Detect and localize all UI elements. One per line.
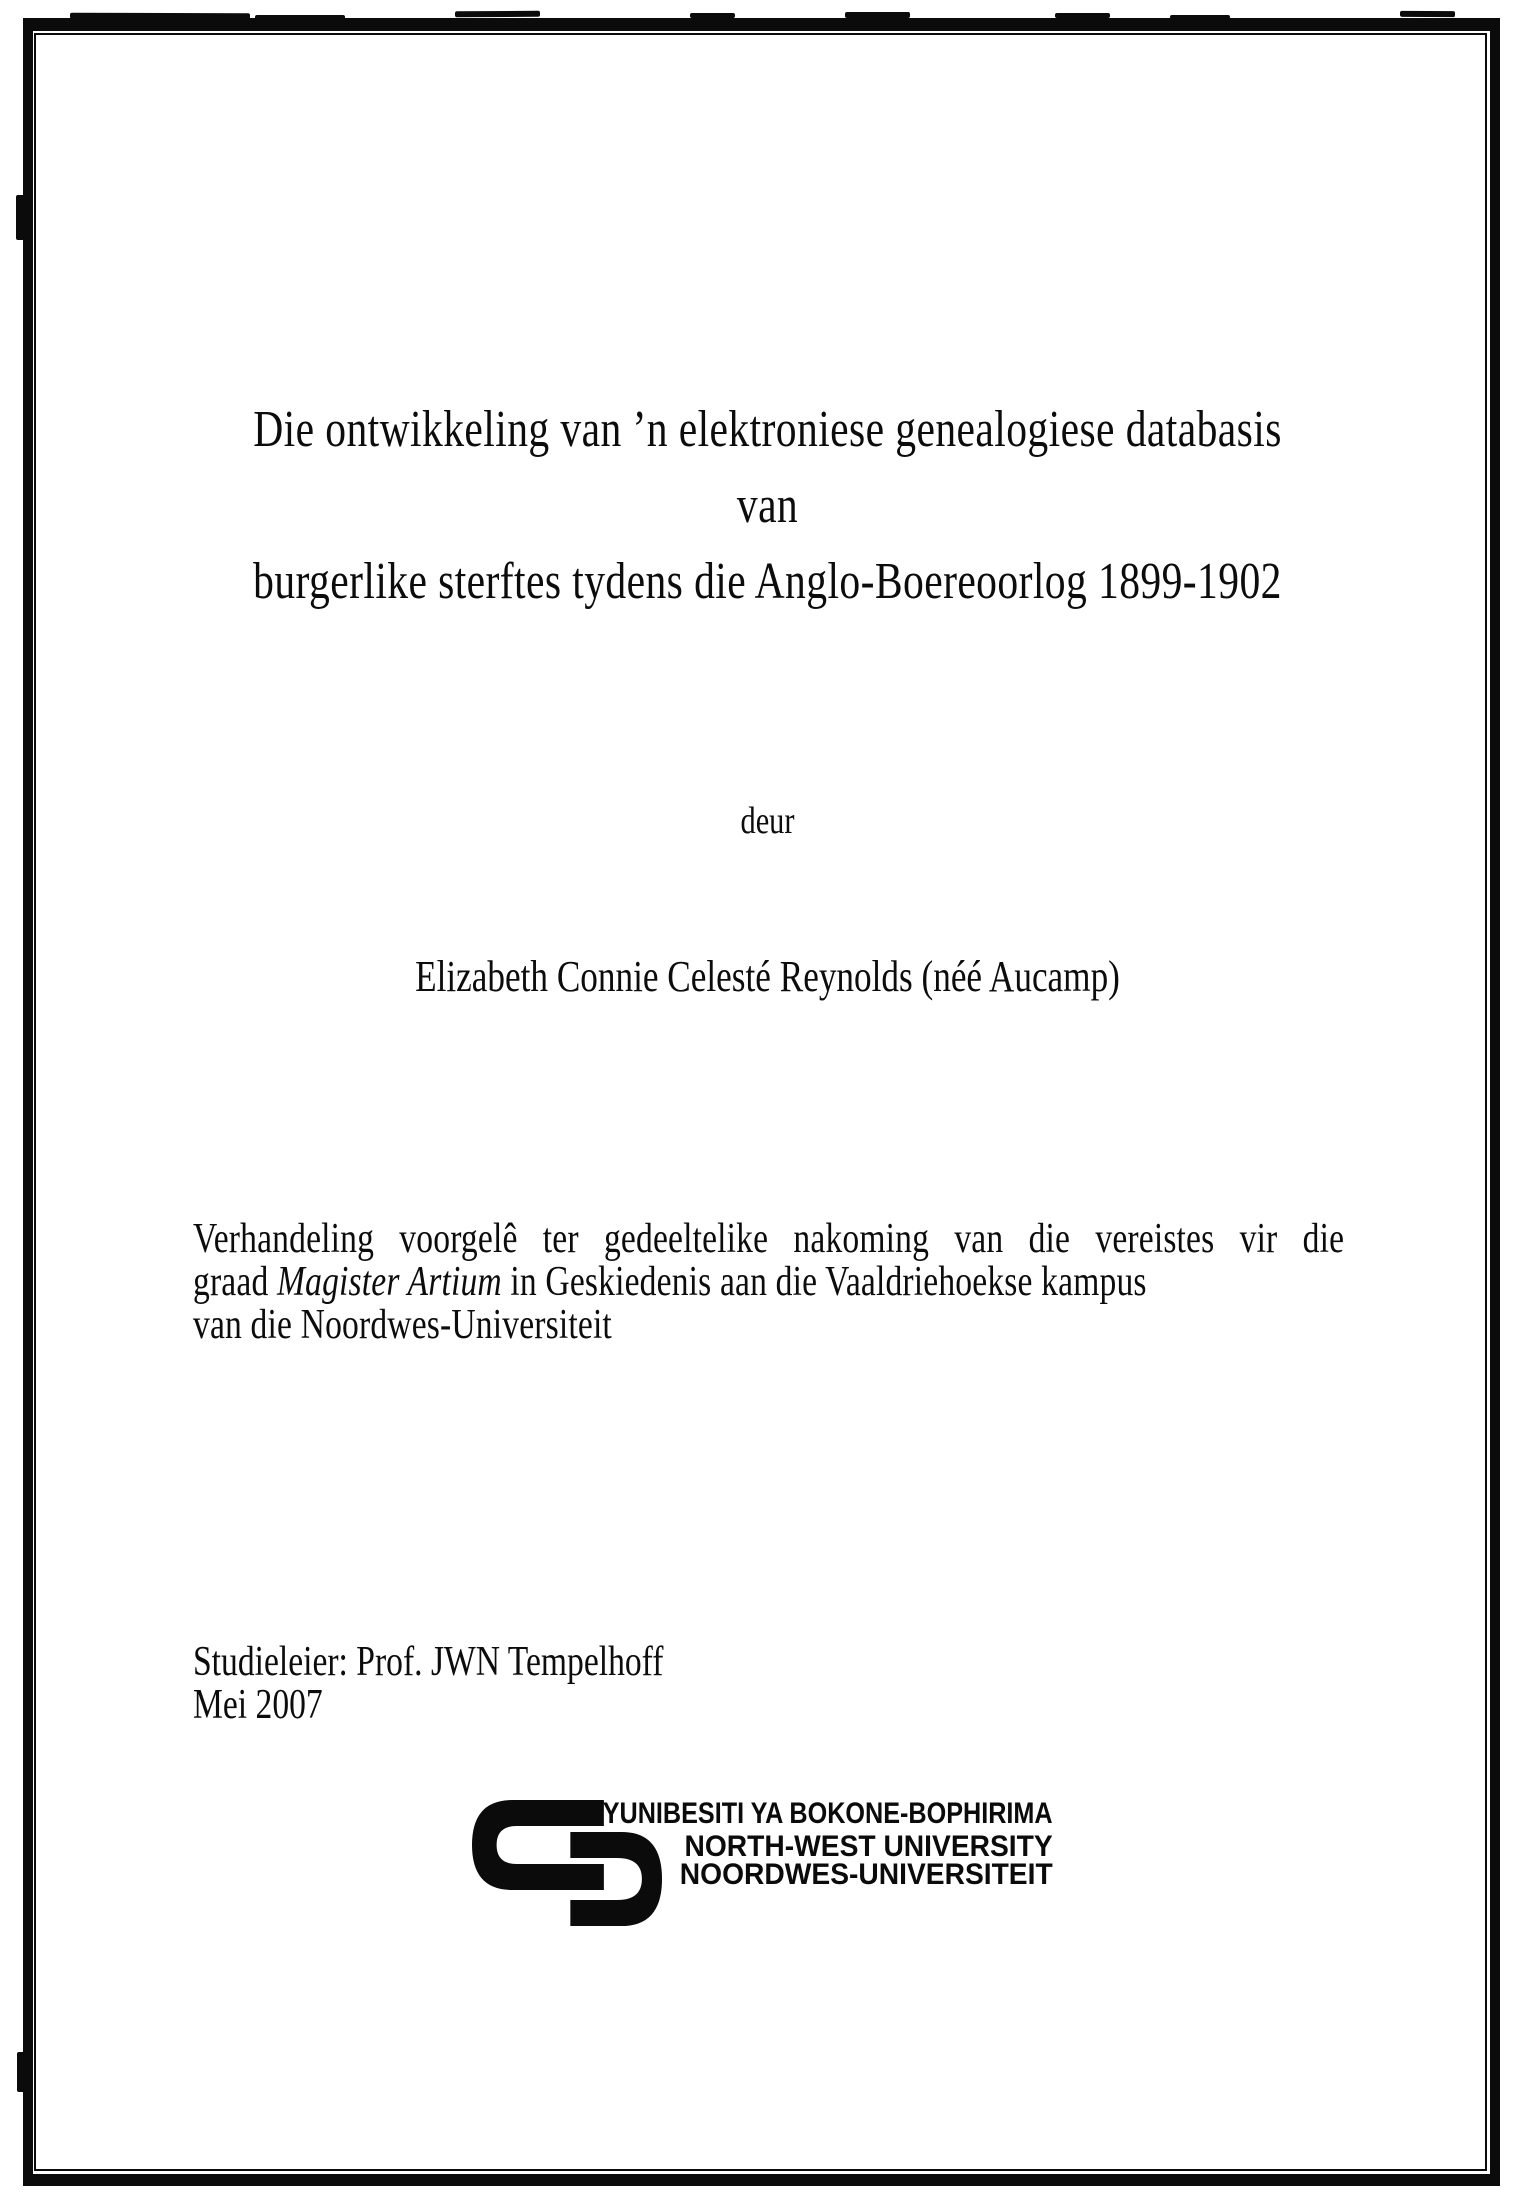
degree-statement-line-2-pre: graad	[193, 1259, 277, 1305]
thesis-title-line-2: burgerlike sterftes tydens die Anglo-Boereoorlog 1899-1902	[253, 553, 1282, 610]
scan-artifact	[1055, 13, 1110, 18]
degree-statement-line-2-post: in Geskiedenis aan die Vaaldriehoekse kampus	[501, 1259, 1147, 1305]
university-logo-text	[585, 1799, 1053, 1894]
degree-statement	[193, 1218, 1344, 1347]
scan-artifact	[690, 13, 735, 18]
date-line: Mei 2007	[193, 1682, 323, 1728]
thesis-title	[104, 392, 1431, 620]
degree-statement-line-2	[193, 1261, 1344, 1304]
scan-artifact	[70, 13, 250, 20]
supervisor-block	[193, 1641, 1073, 1727]
scan-artifact	[455, 11, 540, 17]
author-name-block	[104, 952, 1431, 1002]
byline	[104, 800, 1431, 842]
supervisor-line: Studieleier: Prof. JWN Tempelhoff	[193, 1639, 664, 1685]
scan-artifact	[1400, 11, 1455, 17]
thesis-title-line-1: Die ontwikkeling van ’n elektroniese genealogiese databasis van	[253, 401, 1282, 534]
scan-artifact	[845, 12, 910, 18]
scan-artifact	[255, 15, 345, 20]
degree-name-italic: Magister Artium	[276, 1259, 502, 1305]
scan-artifact	[1170, 15, 1230, 19]
degree-statement-line-1: Verhandeling voorgelê ter gedeeltelike nakoming van die vereistes vir die	[193, 1216, 1345, 1262]
byline-label: deur	[740, 800, 795, 842]
logo-setswana-name: YUNIBESITI YA BOKONE-BOPHIRIMA	[603, 1797, 1053, 1830]
logo-english-name: NORTH-WEST UNIVERSITY	[684, 1830, 1053, 1863]
degree-statement-line-3: van die Noordwes-Universiteit	[193, 1302, 612, 1348]
logo-afrikaans-name: NOORDWES-UNIVERSITEIT	[680, 1858, 1053, 1891]
author-name: Elizabeth Connie Celesté Reynolds (néé Aucamp)	[415, 952, 1120, 1001]
scan-artifact	[16, 195, 28, 240]
university-logo	[470, 1799, 1052, 1930]
scan-artifact	[17, 2052, 27, 2092]
